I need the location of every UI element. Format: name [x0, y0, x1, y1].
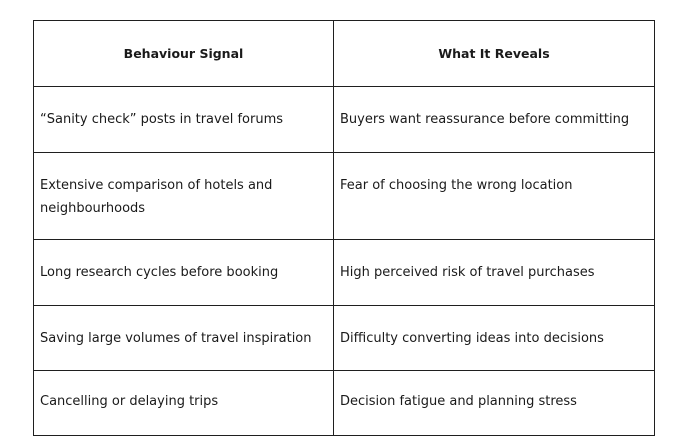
what-it-reveals-cell: Buyers want reassurance before committing [334, 87, 655, 153]
what-it-reveals-cell: Decision fatigue and planning stress [334, 371, 655, 436]
what-it-reveals-cell: High perceived risk of travel purchases [334, 240, 655, 306]
table-row [34, 306, 655, 371]
table-row [34, 87, 655, 153]
behaviour-signal-cell: Cancelling or delaying trips [34, 371, 334, 436]
behaviour-signal-cell: Saving large volumes of travel inspiration [34, 306, 334, 371]
table-row [34, 240, 655, 306]
what-it-reveals-cell: Fear of choosing the wrong location [334, 153, 655, 240]
table-row [34, 371, 655, 436]
table-row [34, 153, 655, 240]
what-it-reveals-cell: Difficulty converting ideas into decisions [334, 306, 655, 371]
behaviour-signal-cell: Long research cycles before booking [34, 240, 334, 306]
behaviour-signal-cell: “Sanity check” posts in travel forums [34, 87, 334, 153]
behaviour-signals-table [33, 20, 655, 436]
table-header-row [34, 21, 655, 87]
behaviour-signal-cell: Extensive comparison of hotels and neighbourhoods [34, 153, 334, 240]
header-what-it-reveals: What It Reveals [334, 21, 655, 87]
header-behaviour-signal: Behaviour Signal [34, 21, 334, 87]
